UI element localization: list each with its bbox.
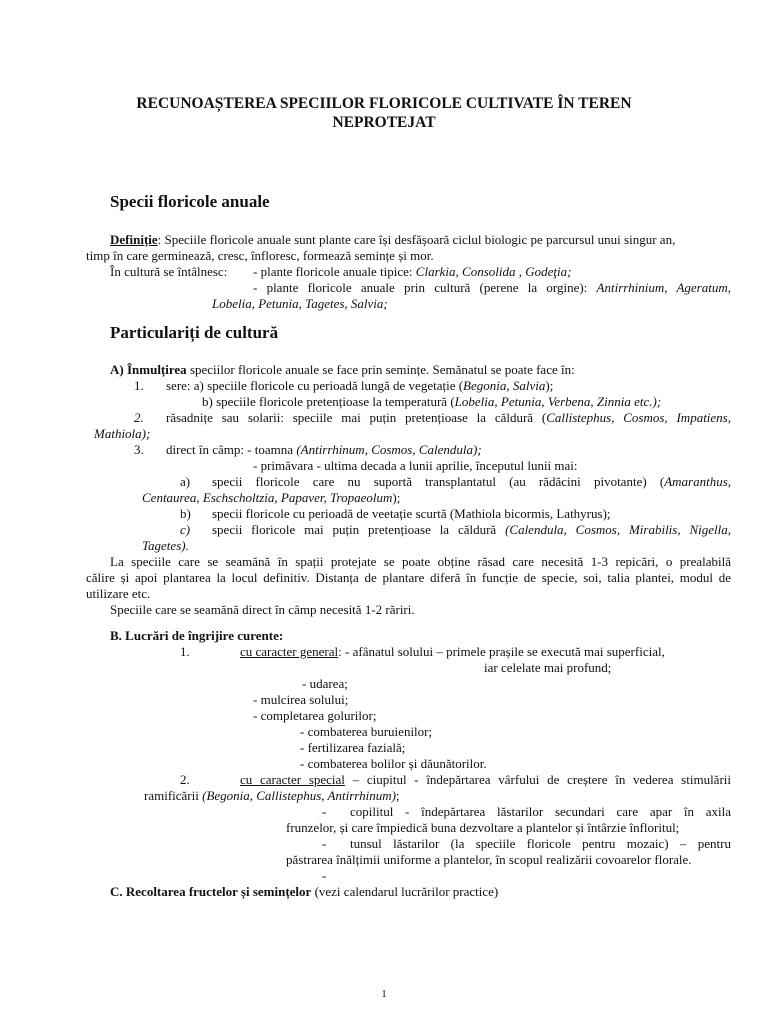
care-special-line — [240, 772, 731, 788]
hotbeds-item — [166, 410, 731, 426]
care-special-text: – ciupitul - îndepărtarea vârfului de creștere în vederea stimulării — [344, 772, 732, 787]
special-item-trimming-continuation: păstrarea înălțimii uniforme a plantelor, în scopul realizării covoarelor florale. — [286, 852, 692, 867]
care-general-continuation: iar celelate mai profund; — [484, 660, 612, 675]
special-item-suckering-continuation: frunzelor, și care împiedică buna dezvoltare a plantelor și întârzie înfloritul; — [286, 820, 680, 835]
care-general-text: : - afânatul solului – primele prașile se execută mai superficial, — [338, 644, 665, 659]
field-sowing-autumn-text: direct în câmp: - toamna — [166, 442, 297, 457]
special-item-3-dash: - — [322, 868, 327, 883]
cultivation-item-2 — [253, 280, 731, 296]
paragraph-seedlings-line-3: utilizare etc. — [86, 586, 151, 601]
paragraph-seedlings-line-1: La speciile care se seamănă în spații protejate se poate obține răsad care necesită 1-3 repicări, o prealabilă — [110, 554, 731, 569]
definition-continuation: timp în care germinează, cresc, înfloresc, formează semințe și mor. — [86, 248, 434, 263]
care-special-continuation-species: (Begonia, Callistephus, Antirrhinum) — [202, 788, 396, 803]
hotbeds-item-continuation: Mathiola); — [94, 426, 151, 441]
sub-item-a — [212, 474, 731, 490]
greenhouse-item-b-text: b) speciile floricole pretențioase la temperatură ( — [202, 394, 455, 409]
hotbeds-item-text: răsadnițe sau solarii: speciile mai puțin pretențioase la căldură ( — [166, 410, 547, 425]
propagation-text: speciilor floricole anuale se face prin semințe. Semănatul se poate face în: — [186, 362, 575, 377]
page-number: 1 — [381, 988, 387, 1000]
propagation-intro — [110, 362, 575, 378]
greenhouse-item-a-text: sere: a) speciile floricole cu perioadă lungă de vegetație ( — [166, 378, 464, 393]
cultivation-item-2-text: - plante floricole anuale prin cultură (perene la orgine): — [253, 280, 597, 295]
field-sowing-autumn-species: (Antirrhinum, Cosmos, Calendula); — [296, 442, 482, 457]
harvest-heading-text: C. Recoltarea fructelor și semințelor — [110, 884, 312, 899]
cultivation-item-2-continuation: Lobelia, Petunia, Tagetes, Salvia; — [212, 296, 388, 311]
definition-label: Definiție — [110, 232, 158, 247]
sub-item-b: specii floricole cu perioadă de veetație scurtă (Mathiola bicormis, Lathyrus); — [212, 506, 611, 521]
special-item-suckering: copilitul - îndepărtarea lăstarilor secundari care apar în axila — [350, 804, 731, 819]
definition-line — [110, 232, 675, 248]
sub-item-c-species: (Calendula, Cosmos, Mirabilis, Nigella, — [505, 522, 731, 537]
care-general-line — [240, 644, 665, 660]
cultivation-item-1 — [253, 264, 571, 280]
special-item-trimming: tunsul lăstarilor (la speciile floricole pentru mozaic) – pentru — [350, 836, 731, 851]
care-number-2: 2. — [180, 772, 190, 787]
document-title — [60, 94, 708, 132]
cultivation-item-2-species: Antirrhinium, Ageratum, — [596, 280, 731, 295]
paragraph-seedlings-line-2: călire și apoi plantarea la locul definitiv. Distanța de plantare diferă în funcție de specie, soi, talia plantei, modul de — [86, 570, 731, 585]
title-line-2: NEPROTEJAT — [332, 114, 436, 131]
sub-item-c-letter: c) — [180, 522, 191, 537]
care-item-watering: - udarea; — [302, 676, 348, 691]
sub-item-a-species: Amaranthus, — [664, 474, 731, 489]
care-item-weeding: - combaterea buruienilor; — [300, 724, 433, 739]
cultivation-item-1-text: - plante floricole anuale tipice: — [253, 264, 416, 279]
sub-item-a-letter: a) — [180, 474, 191, 489]
sub-item-c — [212, 522, 731, 538]
care-general-label: cu caracter general — [240, 644, 339, 659]
greenhouse-item-a — [166, 378, 553, 394]
greenhouse-item-b — [202, 394, 661, 410]
sub-item-c-continuation: Tagetes). — [142, 538, 189, 553]
greenhouse-item-b-species: Lobelia, Petunia, Verbena, Zinnia etc.); — [454, 394, 662, 409]
care-special-label: cu caracter special — [240, 772, 345, 787]
sub-item-a-continuation-species: Centaurea, Eschscholtzia, Papaver, Tropaeolum — [142, 490, 393, 505]
care-number-1: 1. — [180, 644, 190, 659]
greenhouse-item-a-end: ); — [545, 378, 554, 393]
hotbeds-item-species: Callistephus, Cosmos, Impatiens, — [546, 410, 731, 425]
field-sowing-spring: - primăvara - ultima decada a lunii aprilie, începutul lunii mai: — [253, 458, 578, 473]
propagation-label: A) Înmulțirea — [110, 362, 187, 377]
special-item-1-dash: - — [322, 804, 327, 819]
special-item-2-dash: - — [322, 836, 327, 851]
paragraph-thinning: Speciile care se seamănă direct în câmp necesită 1-2 răriri. — [110, 602, 415, 617]
title-line-1: RECUNOAȘTEREA SPECIILOR FLORICOLE CULTIVATE ÎN TEREN — [136, 95, 632, 112]
care-item-mulching: - mulcirea solului; — [253, 692, 349, 707]
care-special-continuation-end: ; — [395, 788, 400, 803]
care-item-pest-control: - combaterea bolilor și dăunătorilor. — [300, 756, 487, 771]
harvest-note: (vezi calendarul lucrărilor practice) — [311, 884, 499, 899]
section-heading-care: B. Lucrări de îngrijire curente: — [110, 628, 284, 643]
list-number-2: 2. — [134, 410, 144, 425]
sub-item-a-text: specii floricole care nu suportă transplantatul (au rădăcini pivotante) ( — [212, 474, 665, 489]
care-special-continuation-text: ramificării — [144, 788, 203, 803]
section-heading-particularities: Particulariți de cultură — [110, 323, 279, 342]
section-heading-harvest — [110, 884, 498, 900]
cultivation-intro: În cultură se întâlnesc: — [110, 264, 228, 279]
definition-text: : Speciile floricole anuale sunt plante care își desfășoară ciclul biologic pe parcursul unui singur an, — [157, 232, 676, 247]
section-heading-annual: Specii floricole anuale — [110, 192, 270, 211]
cultivation-item-1-species: Clarkia, Consolida , Godeţia; — [415, 264, 572, 279]
field-sowing-autumn — [166, 442, 482, 458]
sub-item-b-letter: b) — [180, 506, 191, 521]
care-item-gap-filling: - completarea golurilor; — [253, 708, 377, 723]
care-item-fertilizing: - fertilizarea fazială; — [300, 740, 406, 755]
sub-item-a-continuation — [142, 490, 400, 506]
sub-item-a-continuation-end: ); — [392, 490, 401, 505]
list-number-1: 1. — [134, 378, 144, 393]
sub-item-c-text: specii floricole mai puțin pretențioase la căldură — [212, 522, 506, 537]
list-number-3: 3. — [134, 442, 144, 457]
care-special-continuation — [144, 788, 400, 804]
greenhouse-item-a-species: Begonia, Salvia — [463, 378, 546, 393]
